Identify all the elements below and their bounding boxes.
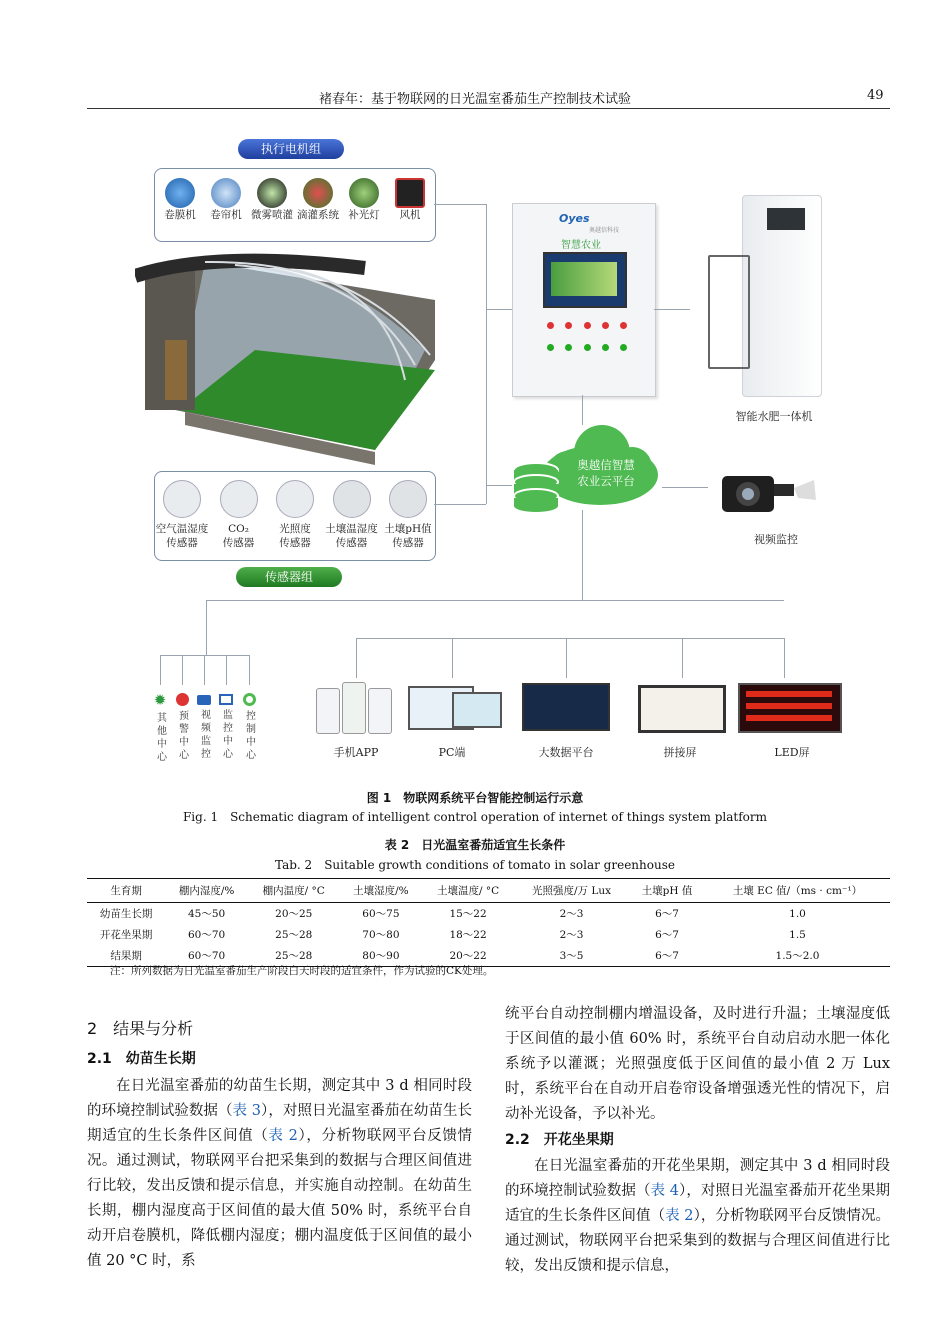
center-label: 视频监控: [198, 709, 210, 761]
center-item: [173, 692, 191, 762]
terminal-label: 大数据平台: [538, 746, 594, 759]
sensor-label-line2: 传感器: [166, 537, 198, 549]
connector-line: [182, 655, 183, 685]
table-cell: 25～28: [248, 945, 340, 967]
table-header-cell: 棚内湿度/%: [165, 879, 248, 903]
connector-line: [434, 204, 486, 205]
connector-line: [434, 504, 486, 505]
cabinet-button-row: [547, 344, 627, 354]
text-run: ），分析物联网平台反馈情况。通过测试，物联网平台把采集到的数据与合理区间值进行比较，发出反馈和提示信息，并实施自动控制。在幼苗生长期，棚内湿度高于区间值的最大值 50% 时，系统平台自动开启卷膜机，降低棚内湿度；棚内温度低于区间值的最小值 20 °C 时，系: [87, 1128, 472, 1269]
cloud-label: [566, 457, 646, 489]
table-header-cell: 生育期: [87, 879, 165, 903]
monitor-icon: [219, 694, 233, 705]
actuator-label: 滴灌系统: [297, 209, 339, 221]
terminal-pc: [408, 686, 500, 736]
figure-caption-en: Fig. 1 Schematic diagram of intelligent control operation of internet of things system platform: [182, 810, 768, 824]
table-cell: 60～75: [362, 908, 400, 920]
right-column: [505, 1002, 890, 1279]
co2-sensor-icon: [220, 480, 258, 518]
table-header-cell: 光照强度/万 Lux: [514, 879, 629, 903]
pc-monitor-icon: [452, 692, 502, 728]
terminal-bigdata: [522, 683, 610, 731]
center-label: 监控中心: [220, 709, 232, 761]
drip-irrigation-icon: [303, 178, 333, 208]
terminal-label: LED屏: [774, 746, 810, 759]
table-cell: 20～25: [275, 908, 313, 920]
connector-line: [160, 655, 250, 656]
table-cell: 45～50: [187, 908, 226, 920]
connector-line: [486, 309, 512, 310]
center-item: [151, 692, 169, 764]
control-ring-icon: [243, 693, 256, 706]
center-label: 预警中心: [176, 710, 188, 762]
air-temp-humidity-sensor-icon: [163, 480, 201, 518]
table-row: [87, 903, 890, 925]
video-monitor-label: 视频监控: [754, 533, 798, 546]
sensor-item: [380, 480, 436, 560]
table-cell: 18～22: [449, 929, 487, 941]
center-label: 其他中心: [154, 712, 166, 764]
oyes-logo: Oyes: [559, 212, 590, 225]
table-4-link[interactable]: 表 4: [650, 1183, 679, 1199]
connector-line: [662, 487, 708, 488]
sensor-label-line1: CO₂: [228, 523, 249, 535]
sensor-item: [267, 480, 323, 560]
table-cell: 3～5: [514, 945, 629, 967]
curtain-roller-icon: [211, 178, 241, 208]
indicator-light-icon: [620, 322, 627, 329]
center-item: [217, 692, 235, 761]
soil-ph-sensor-icon: [389, 480, 427, 518]
table-row: [87, 924, 890, 945]
actuator-label: 微雾喷灌: [251, 209, 293, 221]
table-header-cell: 棚内温度/ °C: [248, 879, 340, 903]
actuator-item: [296, 178, 340, 234]
table-3-link[interactable]: 表 3: [232, 1103, 261, 1119]
indicator-light-icon: [547, 344, 554, 351]
terminal-label: 拼接屏: [663, 746, 697, 759]
machine-pump-frame: [708, 255, 750, 369]
film-roller-icon: [165, 178, 195, 208]
growth-conditions-table: [87, 878, 890, 967]
paragraph: [505, 1154, 890, 1279]
table-cell: 结果期: [87, 945, 165, 967]
connector-line: [654, 309, 690, 310]
table-header-cell: 土壤pH 值: [629, 879, 705, 903]
greenhouse-illustration: [135, 240, 445, 475]
table-header-cell: 土壤湿度/%: [340, 879, 423, 903]
mist-spray-icon: [257, 178, 287, 208]
connector-line: [226, 655, 227, 685]
table-cell: 6～7: [655, 908, 679, 920]
table-cell: 2～3: [559, 929, 584, 941]
center-label: 控制中心: [243, 710, 255, 762]
table-cell: 1.5～2.0: [705, 945, 890, 967]
text-run: ），分析物联网平台反馈情况。通过测试，物联网平台把采集到的数据与合理区间值进行比较，发出反馈和提示信息，: [505, 1208, 891, 1274]
actuator-group-pill: 执行电机组: [238, 139, 344, 159]
actuator-item: [250, 178, 294, 234]
table-caption-en: Tab. 2 Suitable growth conditions of tomato in solar greenhouse: [275, 858, 675, 872]
sensor-row: [154, 480, 436, 560]
sensor-label-line1: 空气温湿度: [155, 523, 209, 535]
connector-line: [486, 485, 512, 486]
actuator-item: [204, 178, 248, 234]
fan-icon: [395, 178, 425, 208]
table-caption-cn: 表 2 日光温室番茄适宜生长条件: [384, 838, 566, 852]
table-cell: 60～70: [187, 929, 226, 941]
database-icon: [512, 462, 560, 512]
table-header-cell: 土壤温度/ °C: [422, 879, 514, 903]
actuator-label: 卷膜机: [164, 209, 196, 221]
text-run: ），对照日光温室番茄开花坐果期适宜的生长条件区间值（: [505, 1183, 891, 1224]
actuator-item: [158, 178, 202, 234]
table-cell: 开花坐果期: [99, 929, 153, 941]
running-header-title: 褚春年：基于物联网的日光温室番茄生产控制技术试验: [318, 92, 631, 107]
sensor-label-line1: 光照度: [279, 523, 311, 535]
center-icons-row: [151, 692, 261, 777]
table-cell: 1.0: [789, 907, 806, 920]
water-fertilizer-machine: [742, 195, 822, 397]
terminal-label: PC端: [438, 746, 466, 759]
table-cell: 15～22: [449, 908, 487, 920]
soil-temp-humidity-sensor-icon: [333, 480, 371, 518]
connector-line: [582, 510, 583, 600]
subsection-title-2-2: 2.2 开花坐果期: [505, 1132, 614, 1148]
table-cell: 6～7: [655, 929, 679, 941]
actuator-item: [342, 178, 386, 234]
cabinet-label: 智慧农业: [561, 240, 601, 251]
cabinet-button-row: [547, 322, 627, 332]
light-sensor-icon: [276, 480, 314, 518]
camera-icon: [718, 470, 822, 524]
actuator-label: 补光灯: [348, 209, 380, 221]
grow-light-icon: [349, 178, 379, 208]
phone-icon: [368, 688, 392, 734]
figure-caption-cn: 图 1 物联网系统平台智能控制运行示意: [366, 791, 584, 805]
sensor-label-line2: 传感器: [279, 537, 311, 549]
text-run: 在日光温室番茄的开花坐果期，测定其中 3 d 相同时段的环境控制试验数据（: [505, 1158, 890, 1199]
table-cell: 6～7: [629, 945, 705, 967]
sensor-label-line2: 传感器: [335, 537, 368, 549]
indicator-light-icon: [547, 322, 554, 329]
sensor-label-line2: 传感器: [222, 537, 255, 549]
page-number: 49: [867, 88, 884, 103]
connector-line: [206, 600, 784, 601]
cloud-label-line1: 奥越信智慧: [577, 458, 635, 472]
indicator-light-icon: [602, 344, 609, 351]
terminal-splice-screen: [638, 685, 726, 733]
actuator-label: 卷帘机: [210, 209, 242, 221]
actuator-item: [388, 178, 432, 234]
phone-icon: [316, 688, 340, 734]
indicator-light-icon: [620, 344, 627, 351]
water-fertilizer-label: 智能水肥一体机: [735, 410, 813, 423]
video-icon: [197, 695, 211, 705]
subsection-title-2-1: 2.1 幼苗生长期: [87, 1051, 196, 1067]
connector-line: [356, 638, 357, 678]
sensor-label-line1: 土壤温湿度: [325, 523, 378, 535]
indicator-light-icon: [602, 322, 609, 329]
table-2-link[interactable]: 表 2: [665, 1208, 694, 1224]
actuator-row: [158, 178, 432, 234]
connector-line: [452, 638, 453, 678]
sensor-item: [154, 480, 210, 560]
paragraph: [87, 1074, 472, 1274]
connector-line: [582, 395, 583, 425]
connector-line: [206, 600, 207, 655]
table-cell: 20～22: [422, 945, 514, 967]
table-2-link[interactable]: 表 2: [268, 1128, 298, 1144]
table-cell: 2～3: [559, 908, 584, 920]
sensor-group-pill: 传感器组: [236, 567, 342, 587]
sensor-item: [324, 480, 380, 560]
indicator-light-icon: [565, 322, 572, 329]
oyes-logo-sub: 奥越信科技: [589, 227, 620, 234]
phone-icon: [342, 682, 366, 734]
table-cell: 70～80: [362, 929, 400, 941]
sensor-label-line2: 传感器: [392, 537, 424, 549]
connector-line: [486, 204, 487, 504]
table-header-row: [87, 879, 890, 903]
sensor-item: [211, 480, 267, 560]
table-cell: 80～90: [340, 945, 423, 967]
cloud-label-line2: 农业云平台: [577, 474, 635, 488]
text-run: ），对照日光温室番茄在幼苗生长期适宜的生长条件区间值（: [87, 1103, 473, 1144]
table-cell: 60～70: [165, 945, 248, 967]
connector-line: [249, 655, 250, 685]
table-cell: 1.5: [789, 928, 806, 941]
left-column: [87, 1014, 472, 1274]
indicator-light-icon: [584, 344, 591, 351]
indicator-light-icon: [584, 322, 591, 329]
table-header-cell: 土壤 EC 值/（ms · cm⁻¹）: [705, 879, 890, 903]
cabinet-screen: [543, 252, 627, 308]
gear-icon: ✹: [153, 691, 167, 709]
connector-line: [682, 638, 683, 678]
indicator-light-icon: [565, 344, 572, 351]
terminal-label: 手机APP: [333, 746, 379, 759]
connector-line: [784, 638, 785, 678]
connector-line: [566, 638, 567, 678]
table-note: 注：所列数据为日光温室番茄生产阶段白天时段的适宜条件，作为试验的CK处理。: [110, 965, 494, 977]
terminal-phone-app: [316, 682, 396, 740]
connector-line: [160, 655, 161, 685]
section-title: 2 结果与分析: [87, 1019, 194, 1038]
control-cabinet: [512, 203, 656, 397]
machine-screen: [767, 208, 805, 230]
paragraph: 统平台自动控制棚内增温设备，及时进行升温；土壤湿度低于区间值的最小值 60% 时，系统平台自动启动水肥一体化系统予以灌溉；光照强度低于区间值的最小值 2 万 Lux 时，系统平台在自动开启卷帘设备增强透光性的情况下，启动补光设备，予以补光。: [505, 1006, 890, 1122]
alert-icon: [176, 693, 189, 706]
sensor-label-line1: 土壤pH值: [384, 523, 432, 535]
center-item: [240, 692, 258, 762]
center-item: [195, 692, 213, 761]
connector-line: [356, 638, 784, 639]
table-cell: 25～28: [275, 929, 313, 941]
connector-line: [204, 655, 205, 685]
text-run: 在日光温室番茄的幼苗生长期，测定其中 3 d 相同时段的环境控制试验数据（: [87, 1078, 472, 1119]
terminal-led-screen: [738, 683, 842, 733]
actuator-label: 风机: [399, 209, 421, 221]
table-cell: 幼苗生长期: [99, 908, 153, 920]
